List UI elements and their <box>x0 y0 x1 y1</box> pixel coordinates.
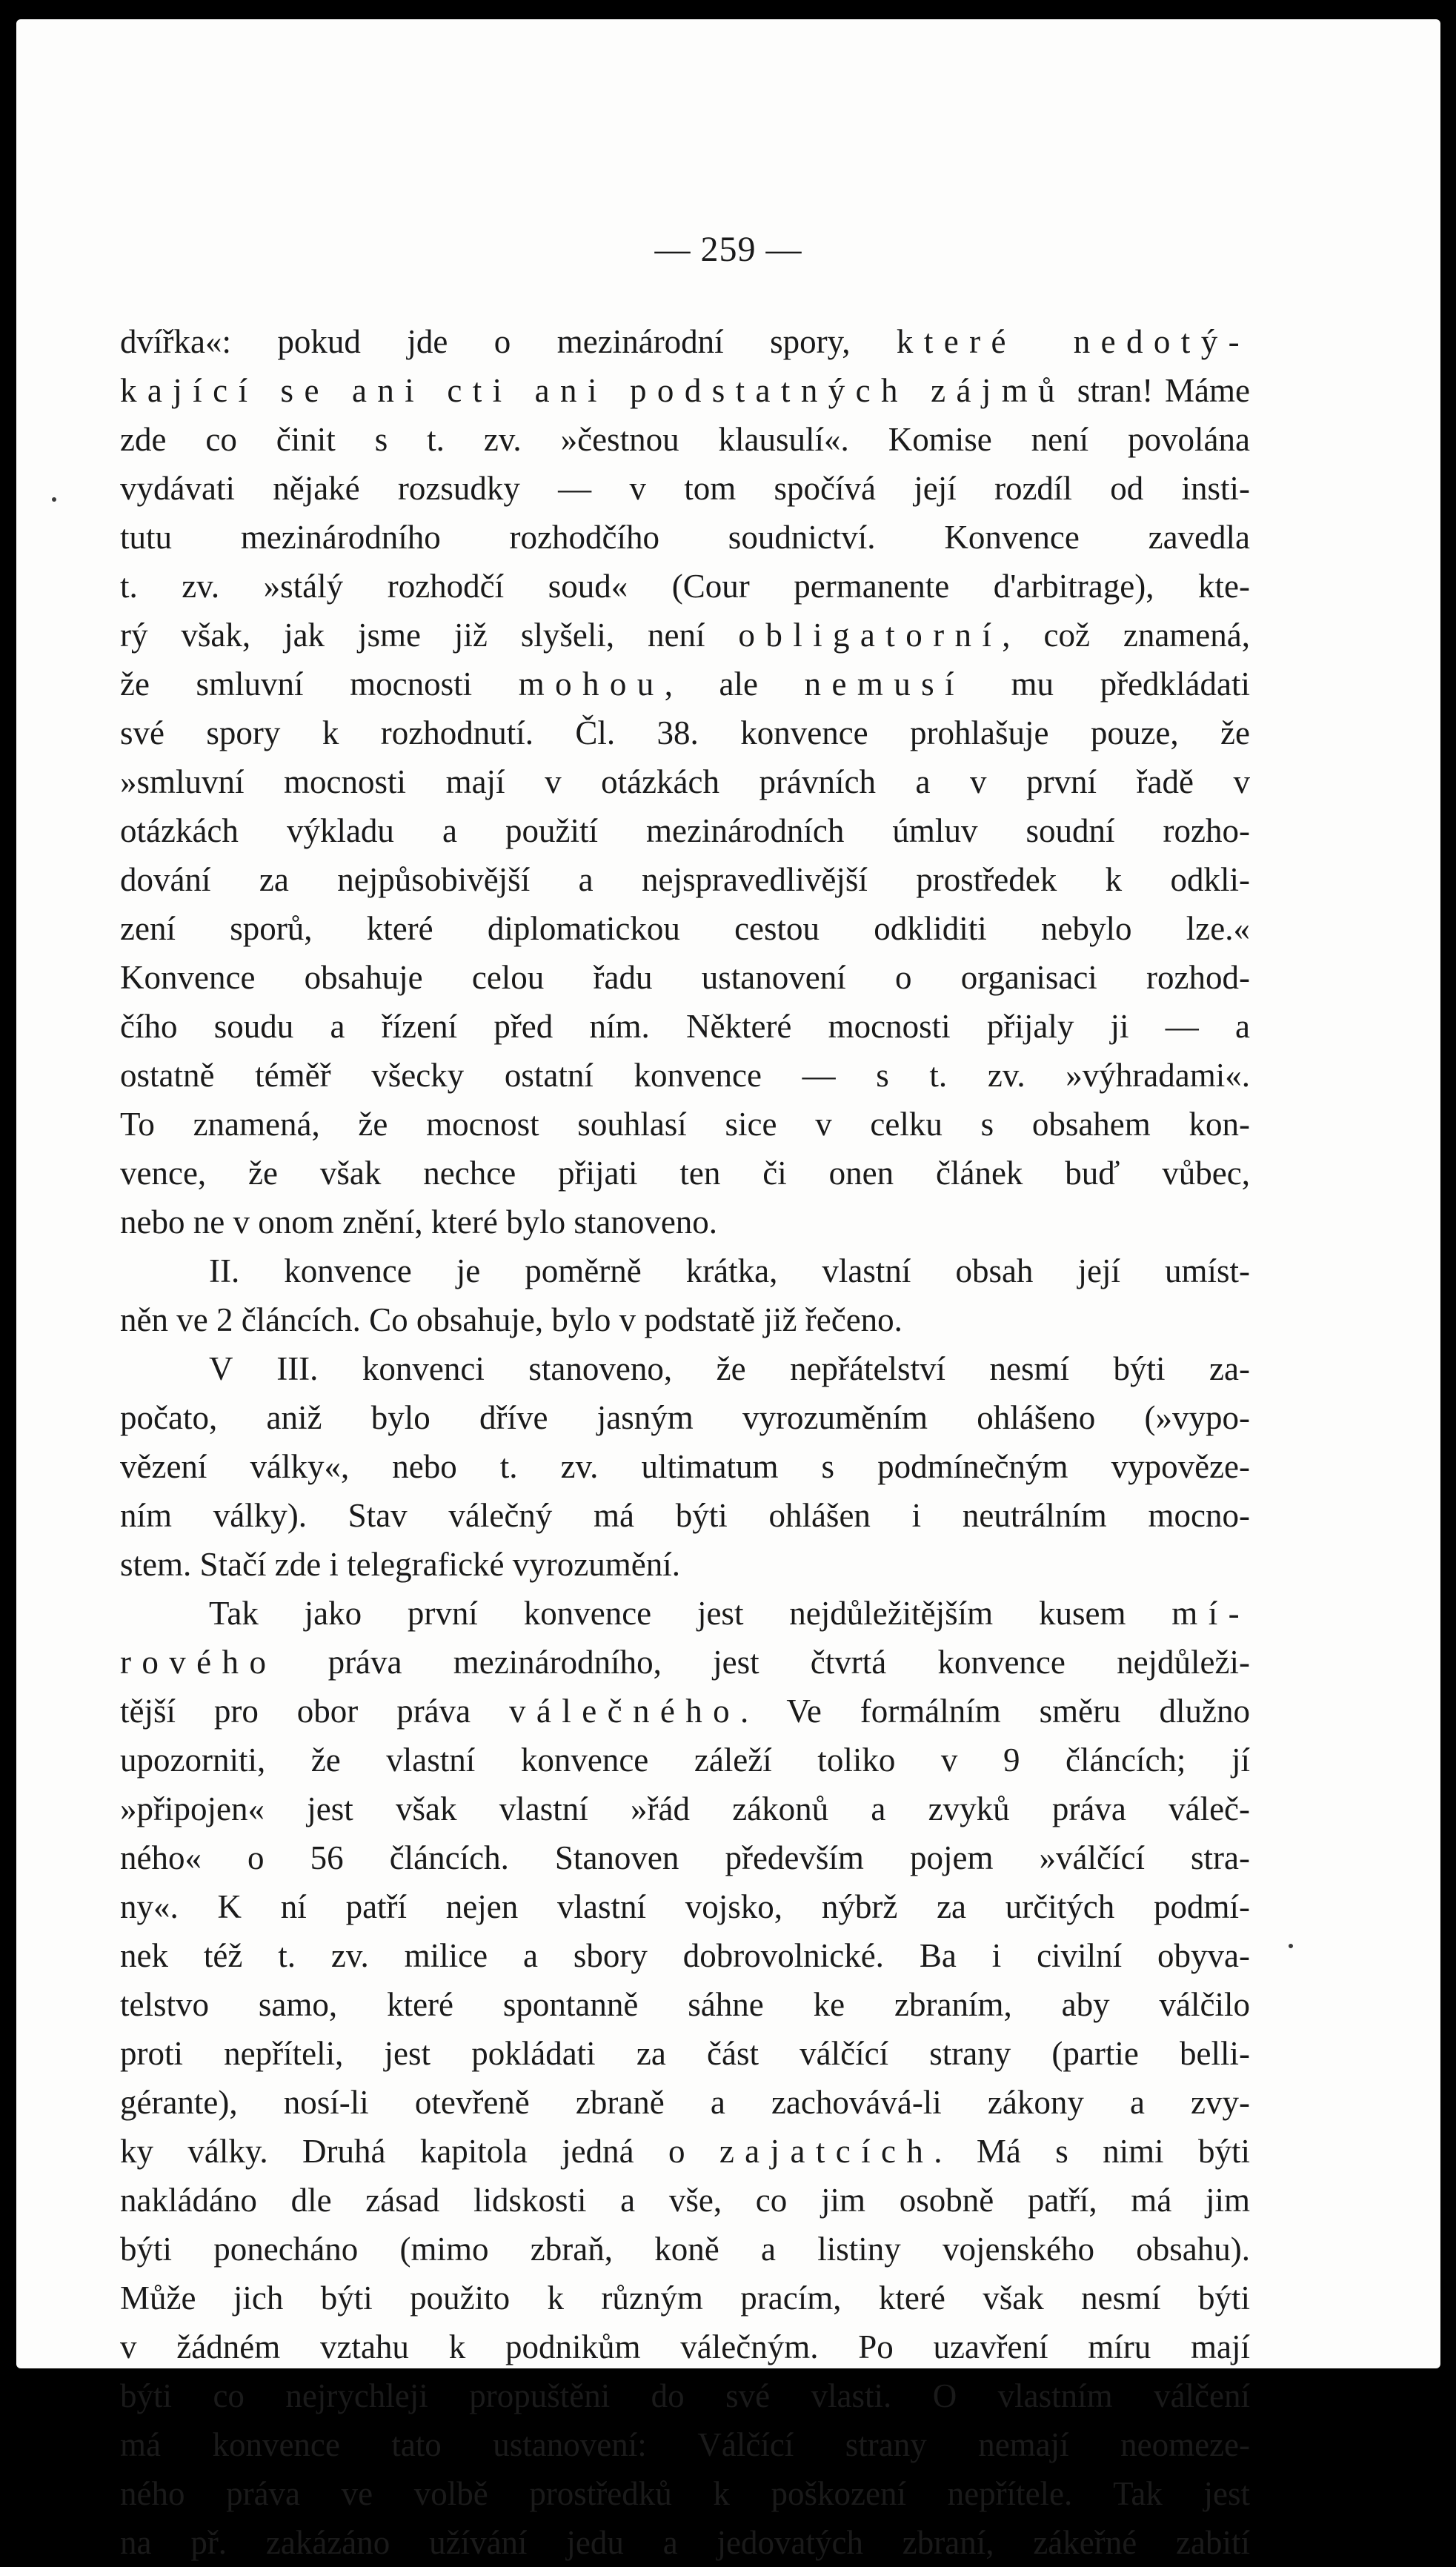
text-line: zení sporů, které diplomatickou cestou odkliditi nebylo lze.« <box>120 910 1250 947</box>
text-line: něn ve 2 článcích. Co obsahuje, bylo v podstatě již řečeno. <box>120 1301 902 1338</box>
text-line: telstvo samo, které spontanně sáhne ke zbraním, aby válčilo <box>120 1986 1250 2023</box>
emphasis-spaced: které nedotý- <box>896 323 1250 360</box>
text-line: proti nepříteli, jest pokládati za část válčící strany (partie belli- <box>120 2035 1250 2072</box>
text-line: stem. Stačí zde i telegrafické vyrozumění. <box>120 1546 680 1583</box>
text-line: nek též t. zv. milice a sbory dobrovolnické. Ba i civilní obyva- <box>120 1937 1250 1974</box>
text-line: vězení války«, nebo t. zv. ultimatum s podmínečným vypověze- <box>120 1448 1250 1485</box>
text-line: upozorniti, že vlastní konvence záleží toliko v 9 článcích; jí <box>120 1741 1250 1779</box>
text-line: že smluvní mocnosti mohou, ale nemusí mu předkládati <box>120 665 1250 703</box>
text-line: býti co nejrychleji propuštěni do své vlasti. O vlastním válčení <box>120 2377 1250 2414</box>
text-line: Může jich býti použito k různým pracím, které však nesmí býti <box>120 2279 1250 2317</box>
text-line: ny«. K ní patří nejen vlastní vojsko, nýbrž za určitých podmí- <box>120 1888 1250 1925</box>
text-line: gérante), nosí-li otevřeně zbraně a zachovává-li zákony a zvy- <box>120 2084 1250 2121</box>
text-line: ky války. Druhá kapitola jedná o zajatcích. Má s nimi býti <box>120 2133 1250 2170</box>
text-line: vence, že však nechce přijati ten či onen článek buď vůbec, <box>120 1155 1250 1192</box>
text-line: V III. konvenci stanoveno, že nepřátelství nesmí býti za- <box>209 1350 1250 1387</box>
text-line: čího soudu a řízení před ním. Některé mocnosti přijaly ji — a <box>120 1008 1250 1045</box>
emphasis-spaced: rového <box>120 1644 277 1681</box>
text-line: Konvence obsahuje celou řadu ustanovení o organisaci rozhod- <box>120 959 1250 996</box>
page-number: — 259 — <box>654 230 802 269</box>
emphasis-spaced: nemusí <box>804 665 965 703</box>
text-line: ním války). Stav válečný má býti ohlášen i neutrálním mocno- <box>120 1497 1250 1534</box>
text-line: ného práva ve volbě prostředků k poškození nepřítele. Tak jest <box>120 2475 1250 2512</box>
text-line: dování za nejpůsobivější a nejspravedlivější prostředek k odkli- <box>120 861 1250 898</box>
text-line: nebo ne v onom znění, které bylo stanoveno. <box>120 1203 718 1241</box>
emphasis-spaced: mohou <box>518 665 665 703</box>
text-line: býti ponecháno (mimo zbraň, koně a listiny vojenského obsahu). <box>120 2231 1250 2268</box>
text-line: počato, aniž bylo dříve jasným vyrozuměním ohlášeno (»vypo- <box>120 1399 1250 1436</box>
body-text <box>120 317 1250 2567</box>
scan-speck <box>1289 1944 1293 1948</box>
text-line: ostatně téměř všecky ostatní konvence — s t. zv. »výhradami«. <box>120 1057 1250 1094</box>
text-line: Tak jako první konvence jest nejdůležitějším kusem mí- <box>209 1595 1250 1632</box>
text-line: má konvence tato ustanovení: Válčící strany nemají neomeze- <box>120 2426 1250 2463</box>
emphasis-spaced: zajatcích <box>719 2133 934 2170</box>
text-line: To znamená, že mocnost souhlasí sice v celku s obsahem kon- <box>120 1106 1250 1143</box>
text-line: tější pro obor práva válečného. Ve formálním směru dlužno <box>120 1693 1250 1730</box>
text-line: vydávati nějaké rozsudky — v tom spočívá její rozdíl od insti- <box>120 470 1250 507</box>
text-line: své spory k rozhodnutí. Čl. 38. konvence prohlašuje pouze, že <box>120 714 1250 751</box>
text-line: ného« o 56 článcích. Stanoven především pojem »válčící stra- <box>120 1839 1250 1876</box>
text-line: »smluvní mocnosti mají v otázkách právních a v první řadě v <box>120 763 1250 800</box>
book-page <box>16 19 1440 2561</box>
text-line: v žádném vztahu k podnikům válečným. Po uzavření míru mají <box>120 2328 1250 2365</box>
text-line: nakládáno dle zásad lidskosti a vše, co jim osobně patří, má jim <box>120 2182 1250 2219</box>
emphasis-spaced: mí- <box>1171 1595 1250 1632</box>
text-line: tutu mezinárodního rozhodčího soudnictví. Konvence zavedla <box>120 519 1250 556</box>
text-line: »připojen« jest však vlastní »řád zákonů a zvyků práva váleč- <box>120 1790 1250 1827</box>
text-line: rového práva mezinárodního, jest čtvrtá konvence nejdůleži- <box>120 1644 1250 1681</box>
text-line: t. zv. »stálý rozhodčí soud« (Cour permanente d'arbitrage), kte- <box>120 568 1250 605</box>
text-line: rý však, jak jsme již slyšeli, není obligatorní, což znamená, <box>120 617 1250 654</box>
emphasis-spaced: kající se ani cti ani podstatných zájmů <box>120 372 1066 409</box>
scan-speck <box>52 497 56 502</box>
text-line: otázkách výkladu a použití mezinárodních úmluv soudní rozho- <box>120 812 1250 849</box>
text-line: na př. zakázáno užívání jedu a jedovatých zbraní, zákeřné zabití <box>120 2524 1250 2561</box>
emphasis-spaced: obligatorní <box>738 617 1003 654</box>
text-line: zde co činit s t. zv. »čestnou klausulí«. Komise není povolána <box>120 421 1250 458</box>
text-line: dvířka«: pokud jde o mezinárodní spory, které nedotý- <box>120 323 1250 360</box>
text-line: kající se ani cti ani podstatných zájmů stran! Máme <box>120 372 1250 409</box>
text-line: II. konvence je poměrně krátka, vlastní obsah její umíst- <box>209 1252 1250 1289</box>
emphasis-spaced: válečného <box>509 1693 741 1730</box>
